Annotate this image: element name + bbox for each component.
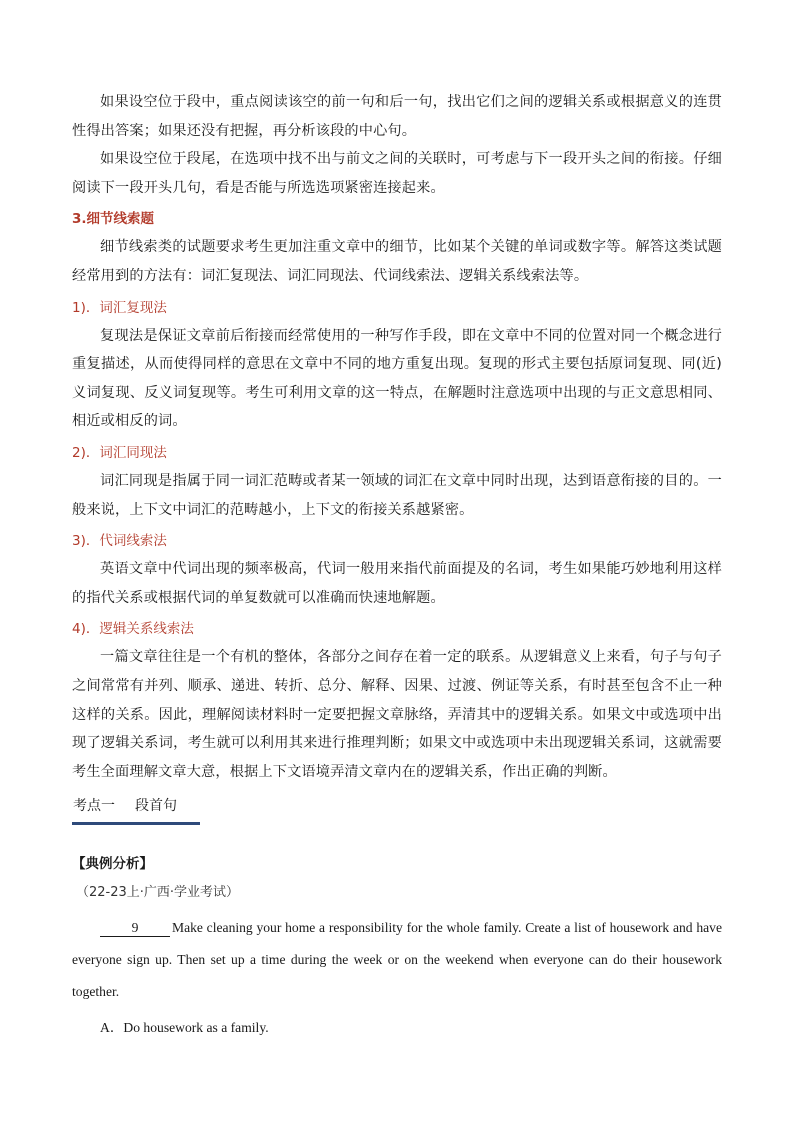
exam-point-label: 考点一 — [73, 798, 115, 815]
method-body-lexical-cooccurrence: 词汇同现是指属于同一词汇范畴或者某一领域的词汇在文章中同时出现，达到语意衔接的目的。一般来说，上下文中词汇的范畴越小，上下文的衔接关系越紧密。 — [72, 472, 722, 518]
method-heading-logic-clues: 4)．逻辑关系线索法 — [72, 621, 194, 638]
method-body-logic-clues: 一篇文章往往是一个有机的整体，各部分之间存在着一定的联系。从逻辑意义上来看，句子与句子之间常常有并列、顺承、递进、转折、总分、解释、因果、过渡、例证等关系，有时甚至包含不止一种这样的关系。因此，理解阅读材料时一定要把握文章脉络，弄清其中的逻辑关系。如果文中或选项中出现了逻辑关系词，考生就可以利用其来进行推理判断；如果文中或选项中未出现逻辑关系词，这就需要考生全面理解文章大意，根据上下文语境弄清文章内在的逻辑关系，作出正确的判断。 — [72, 649, 722, 780]
exam-point-name: 段首句 — [135, 798, 177, 815]
exam-point-underline — [72, 822, 200, 825]
example-heading: 【典例分析】 — [72, 856, 153, 873]
answer-blank: 9 — [100, 920, 170, 937]
section-heading-detail-clues: 3.细节线索题 — [72, 211, 155, 228]
method-body-lexical-recurrence: 复现法是保证文章前后衔接而经常使用的一种写作手段，即在文章中不同的位置对同一个概念进行重复描述，从而使得同样的意思在文章中不同的地方重复出现。复现的形式主要包括原词复现、同(近)义词复现、反义词复现等。考生可利用文章的这一特点，在解题时注意选项中出现的与正文意思相同、相近或相反的词。 — [72, 327, 722, 430]
method-heading-lexical-cooccurrence: 2)．词汇同现法 — [72, 444, 167, 461]
document-body — [72, 88, 722, 1042]
method-heading-pronoun-clues: 3)．代词线索法 — [72, 533, 167, 550]
paragraph-mid-blank: 如果设空位于段中，重点阅读该空的前一句和后一句，找出它们之间的逻辑关系或根据意义的连贯性得出答案；如果还没有把握，再分析该段的中心句。 — [72, 94, 722, 139]
method-body-pronoun-clues: 英语文章中代词出现的频率极高，代词一般用来指代前面提及的名词，考生如果能巧妙地利用这样的指代关系或根据代词的单复数就可以准确而快速地解题。 — [72, 561, 722, 606]
example-source: （22-23上·广西·学业考试） — [76, 885, 240, 901]
paragraph-detail-intro: 细节线索类的试题要求考生更加注重文章中的细节，比如某个关键的单词或数字等。解答这类试题经常用到的方法有：词汇复现法、词汇同现法、代词线索法、逻辑关系线索法等。 — [72, 239, 722, 284]
method-heading-lexical-recurrence: 1)．词汇复现法 — [72, 299, 167, 316]
option-a: A．Do housework as a family. — [100, 1020, 269, 1036]
exam-point-title — [72, 792, 722, 820]
example-passage-text: Make cleaning your home a responsibility for the whole family. Create a list of housework and have everyone sign up. Then set up a time during the week or on the weekend when everyone can do their housework together. — [72, 920, 722, 1000]
exam-point-header — [72, 792, 722, 828]
paragraph-end-blank: 如果设空位于段尾，在选项中找不出与前文之间的关联时，可考虑与下一段开头之间的衔接。仔细阅读下一段开头几句，看是否能与所选选项紧密连接起来。 — [72, 151, 722, 196]
example-passage — [72, 912, 722, 1008]
